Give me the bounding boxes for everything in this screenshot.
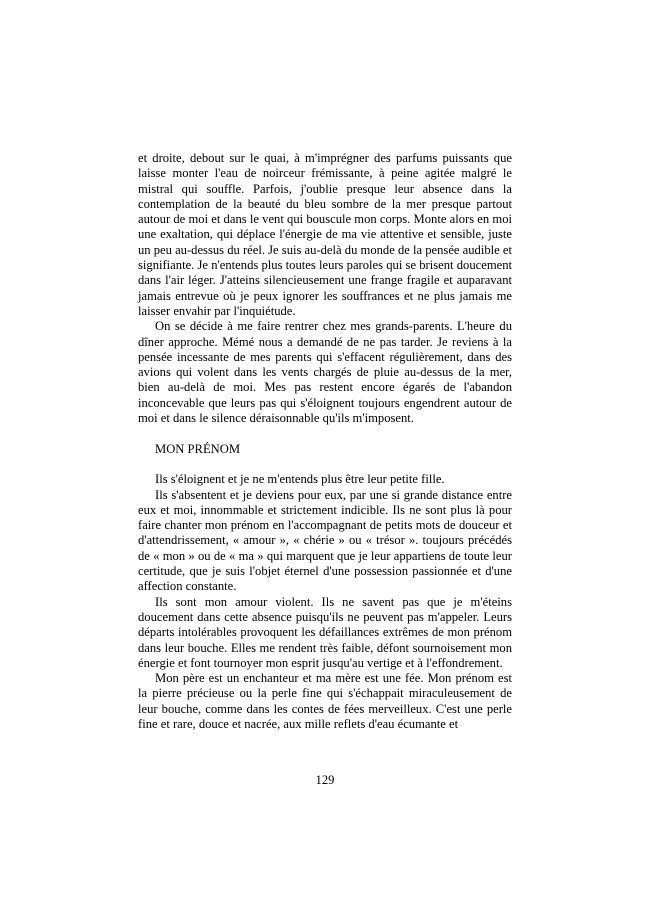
paragraph: Ils sont mon amour violent. Ils ne savent pas que je m'éteins doucement dans cette absence puisqu'ils ne peuvent pas m'appeler. Leurs départs intolérables provoquent les défaillances extrêmes de mon prénom dans leur bouche. Elles me rendent très faible, défont sournoisement mon énergie et font tournoyer mon esprit jusqu'au vertige et à l'effondrement. xyxy=(138,594,512,670)
paragraph: On se décide à me faire rentrer chez mes grands-parents. L'heure du dîner approche. Mémé nous a demandé de ne pas tarder. Je reviens à la pensée incessante de mes parents qui s'effacent régulièrement, dans des avions qui volent dans les vents chargés de pluie au-dessus de la mer, bien au-delà de moi. Mes pas restent encore égarés de l'abandon inconcevable que leurs pas qui s'éloignent toujours engendrent autour de moi et dans le silence déraisonnable qu'ils m'imposent. xyxy=(138,319,512,426)
paragraph: Ils s'éloignent et je ne m'entends plus être leur petite fille. xyxy=(155,472,445,487)
paragraph: Mon père est un enchanteur et ma mère est une fée. Mon prénom est la pierre précieuse ou la perle fine qui s'échappait miraculeusement de leur bouche, comme dans les contes de fées merveilleux. C'est une perle fine et rare, douce et nacrée, aux mille reflets d'eau écumante et xyxy=(138,671,512,731)
paragraph: Ils s'absentent et je deviens pour eux, par une si grande distance entre eux et moi, innommable et strictement indicible. Ils ne sont plus là pour faire chanter mon prénom en l'accompagnant de petits mots de douceur et d'attendrissement, « amour », « chérie » ou « trésor ». toujours précédés de « mon » ou de « ma » qui marquent que je leur appartiens de toute leur certitude, que je suis l'objet éternel d'une possession passionnée et d'une affection constante. xyxy=(138,487,512,594)
body-text xyxy=(138,151,512,732)
page-number: 129 xyxy=(315,773,335,787)
paragraph-continuation: et droite, debout sur le quai, à m'imprégner des parfums puissants que laisse monter l'eau de noirceur frémissante, à peine agitée malgré le mistral qui souffle. Parfois, j'oublie presque leur absence dans la contemplation de la beauté du bleu sombre de la mer presque partout autour de moi et dans le vent qui bouscule mon corps. Monte alors en moi une exaltation, qui déplace l'énergie de ma vie attentive et sensible, juste un peu au-dessus du réel. Je suis au-delà du monde de la pensée audible et signifiante. Je n'entends plus toutes leurs paroles qui se brisent doucement dans l'air léger. J'atteins silencieusement une frange fragile et auparavant jamais entrevue où je peux ignorer les souffrances et ne plus jamais me laisser envahir par l'inquiétude. xyxy=(138,151,512,318)
section-title: MON PRÉNOM xyxy=(155,441,241,456)
